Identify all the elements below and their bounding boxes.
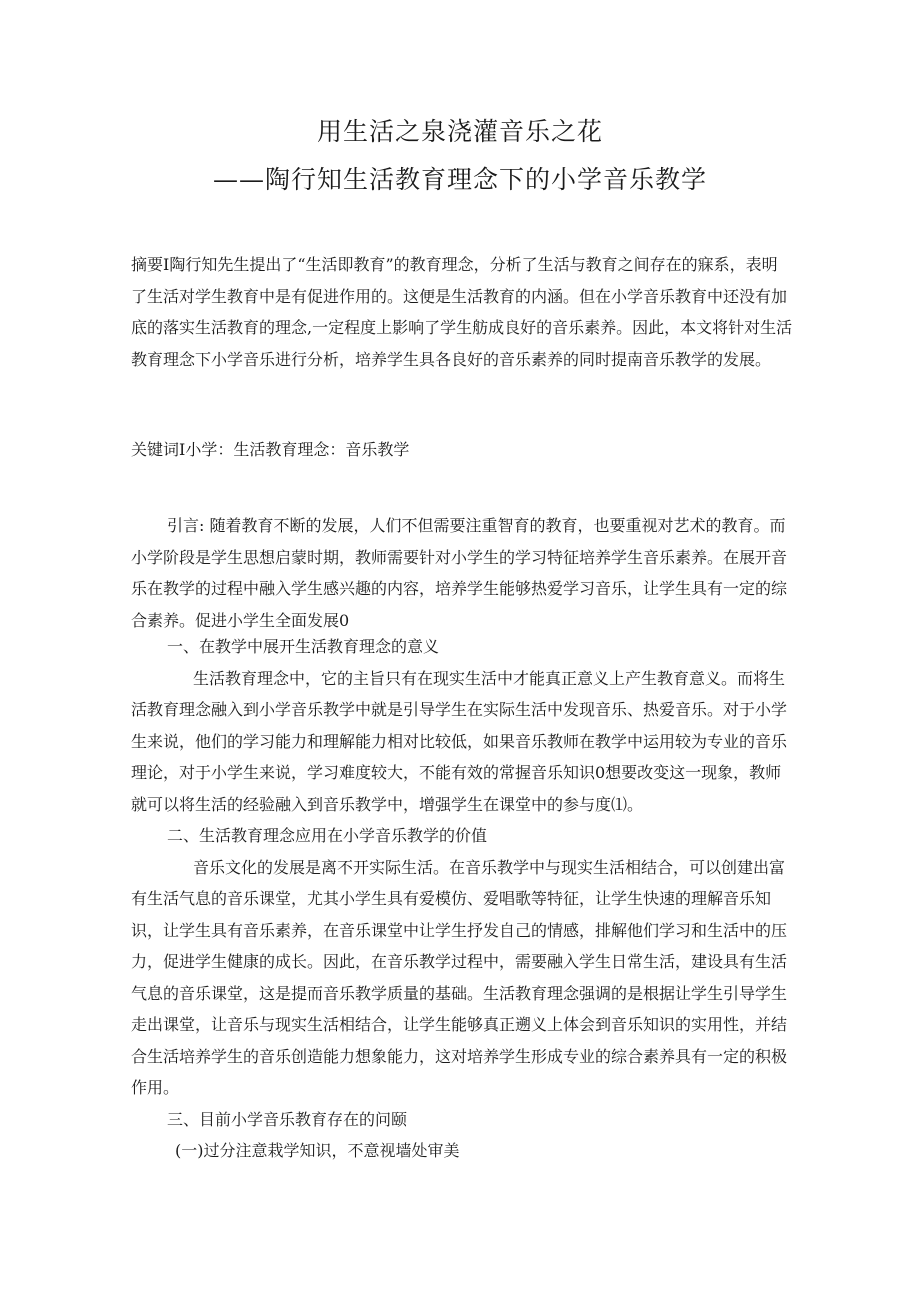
body-sections: [131, 631, 793, 1167]
document-title: 用生活之泉浇灌音乐之花: [316, 117, 603, 146]
document-subtitle: ——陶行知生活教育理念下的小学音乐教学: [212, 165, 707, 194]
intro-paragraph: 引言: 随着教育不断的发展，人们不但需要注重智育的教育，也要重视对艺术的教育。而小学阶段是学生思想启蒙时期，教师需要针对小学生的学习特征培养学生音乐素养。在展开音乐在教学的过程中融入学生感兴趣的内容，培养学生能够热爱学习音乐，让学生具有一定的综合素养。促进小学生全面发展0: [131, 516, 788, 630]
keywords-line: 关键词I小学：生活教育理念：音乐教学: [131, 440, 410, 459]
section2-paragraph: 音乐文化的发展是离不开实际生活。在音乐教学中与现实生活相结合，可以创建出富有生活气息的音乐课堂，尤其小学生具有爱模仿、爱唱歌等特征，让学生快速的理解音乐知识，让学生具有音乐素养，在音乐课堂中让学生抒发自己的情感，排解他们学习和生活中的压力，促进学生健康的成长。因此，在音乐教学过程中，需要融入学生日常生活，建设具有生活气息的音乐课堂，这是提而音乐教学质量的基础。生活教育理念强调的是根据让学生引导学生走出课堂，让音乐与现实生活相结合，让学生能够真正遡义上体会到音乐知识的实用性，并结合生活培养学生的音乐创造能力想象能力，这对培养学生形成专业的综合素养具有一定的积极作用。: [131, 857, 788, 1097]
intro-section: [131, 510, 793, 636]
section1-heading: 一、在教学中展开生活教育理念的意义: [167, 637, 440, 656]
section3-subheading: (一)过分注意栽学知识，不意视墙处审美: [175, 1141, 460, 1160]
abstract-paragraph: 摘要I陶行知先生提出了“生活即教育”的教育理念，分析了生活与教育之间存在的寐系，表明了生活对学生教育中是有促进作用的。这便是生活教育的内涵。但在小学音乐教育中还没有加底的落实生活教育的理念,一定程度上影响了学生舫成良好的音乐素养。因此，本文将针对生活教育理念下小学音乐进行分析，培养学生具各良好的音乐素养的同时提南音乐教学的发展。: [131, 255, 793, 369]
section1-paragraph: 生活教育理念中，它的主旨只有在现实生活中才能真正意义上产生教育意义。而将生活教育理念融入到小学音乐教学中就是引导学生在实际生活中发现音乐、热爱音乐。对于小学生来说，他们的学习能力和理解能力相对比较低，如果音乐教师在教学中运用较为专业的音乐理论，对于小学生来说，学习难度较大，不能有效的常握音乐知识0想要改变这一现象，教师就可以将生活的经验融入到音乐教学中，增强学生在课堂中的参与度⑴。: [131, 668, 788, 814]
section2-heading: 二、生活教育理念应用在小学音乐教学的价值: [167, 826, 488, 845]
section3-heading: 三、目前小学音乐教育存在的问颐: [167, 1109, 408, 1129]
